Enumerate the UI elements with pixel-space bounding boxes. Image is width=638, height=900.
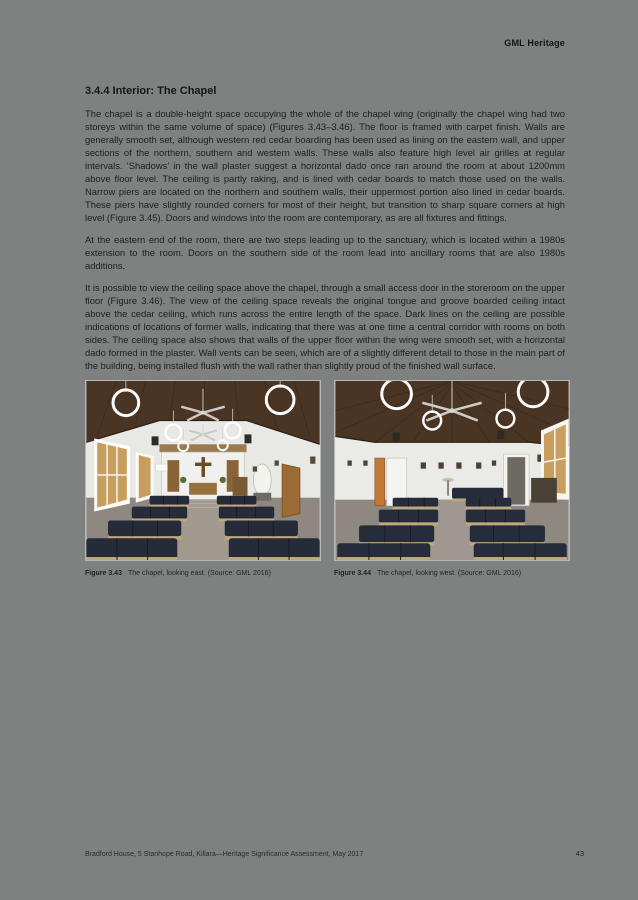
figure-row	[85, 380, 565, 578]
figure-label: Figure 3.44	[334, 570, 371, 577]
speaker	[497, 430, 504, 439]
altar	[189, 483, 217, 495]
organ	[233, 477, 248, 496]
page-header-brand: GML Heritage	[504, 38, 565, 48]
figure-caption-text: The chapel, looking west. (Source: GML 2016)	[376, 570, 522, 577]
section-heading: 3.4.4 Interior: The Chapel	[85, 85, 217, 97]
speaker	[152, 436, 159, 445]
figure-east	[85, 380, 321, 578]
speaker	[393, 432, 400, 441]
body-paragraph: It is possible to view the ceiling space above the chapel, through a small access door in the storeroom on the upper floor (Figure 3.46). The view of the ceiling space reveals the original tongue and groove boarded ceiling intact above the cedar ceiling, which runs across the entire length of the space. Dark lines on the ceiling are possible indications of locations of former walls, indicating that there was at one time a central corridor with rooms on both sides. The ceiling space also shows that walls of the upper floor within the wing were smooth set, with a horizontal dado formed in the plaster. Wall vents can be seen, which are of a slightly different detail to those in the main part of the building, being installed flush with the wall rather than slightly proud of the finished wall surface.	[85, 282, 565, 371]
figure-west	[334, 380, 570, 578]
sanctuary-side-door	[167, 460, 179, 492]
timber-door	[375, 458, 385, 505]
footer-page-number: 43	[575, 849, 584, 858]
timber-door	[282, 464, 300, 517]
speaker	[245, 434, 252, 443]
figure-caption	[334, 569, 570, 578]
footer-document-title: Bradford House, 5 Stanhope Road, Killara—Heritage Significance Assessment, May 2017	[85, 851, 364, 858]
flowers	[180, 477, 186, 483]
chapel-photo-looking-west	[334, 380, 570, 561]
flowers	[220, 477, 226, 483]
figure-label: Figure 3.43	[85, 570, 122, 577]
figure-caption-text: The chapel, looking east. (Source: GML 2016)	[127, 570, 271, 577]
piano	[531, 478, 557, 503]
body-paragraph: At the eastern end of the room, there are two steps leading up to the sanctuary, which is located within a 1980s extension to the room. Doors on the southern side of the room lead into ancillary rooms that are also 1980s additions.	[85, 234, 565, 271]
figure-caption	[85, 569, 321, 578]
air-conditioner	[156, 464, 168, 471]
chapel-photo-looking-east	[85, 380, 321, 561]
body-paragraph: The chapel is a double-height space occupying the whole of the chapel wing (originally the chapel wing had two storeys within the same volume of space) (Figures 3.43–3.46). The floor is framed with carpet finish. Walls are generally smooth set, although western red cedar boarding has been used as lining on the eastern wall, and upper sections of the northern, southern and western walls. These walls also feature high level air grilles at regular intervals. ‘Shadows’ in the wall plaster suggest a horizontal dado once ran around the room at about 1200mm above floor level. The ceiling is partly raking, and is lined with cedar boards to match those used on the walls. Narrow piers are located on the northern and southern walls, their uppermost portion also lined in cedar boards. These piers have slightly rounded corners for most of their height, but transition to sharp square corners at high level (Figure 3.45). Doors and windows into the room are contemporary, as are all fixtures and fittings.	[85, 108, 565, 223]
